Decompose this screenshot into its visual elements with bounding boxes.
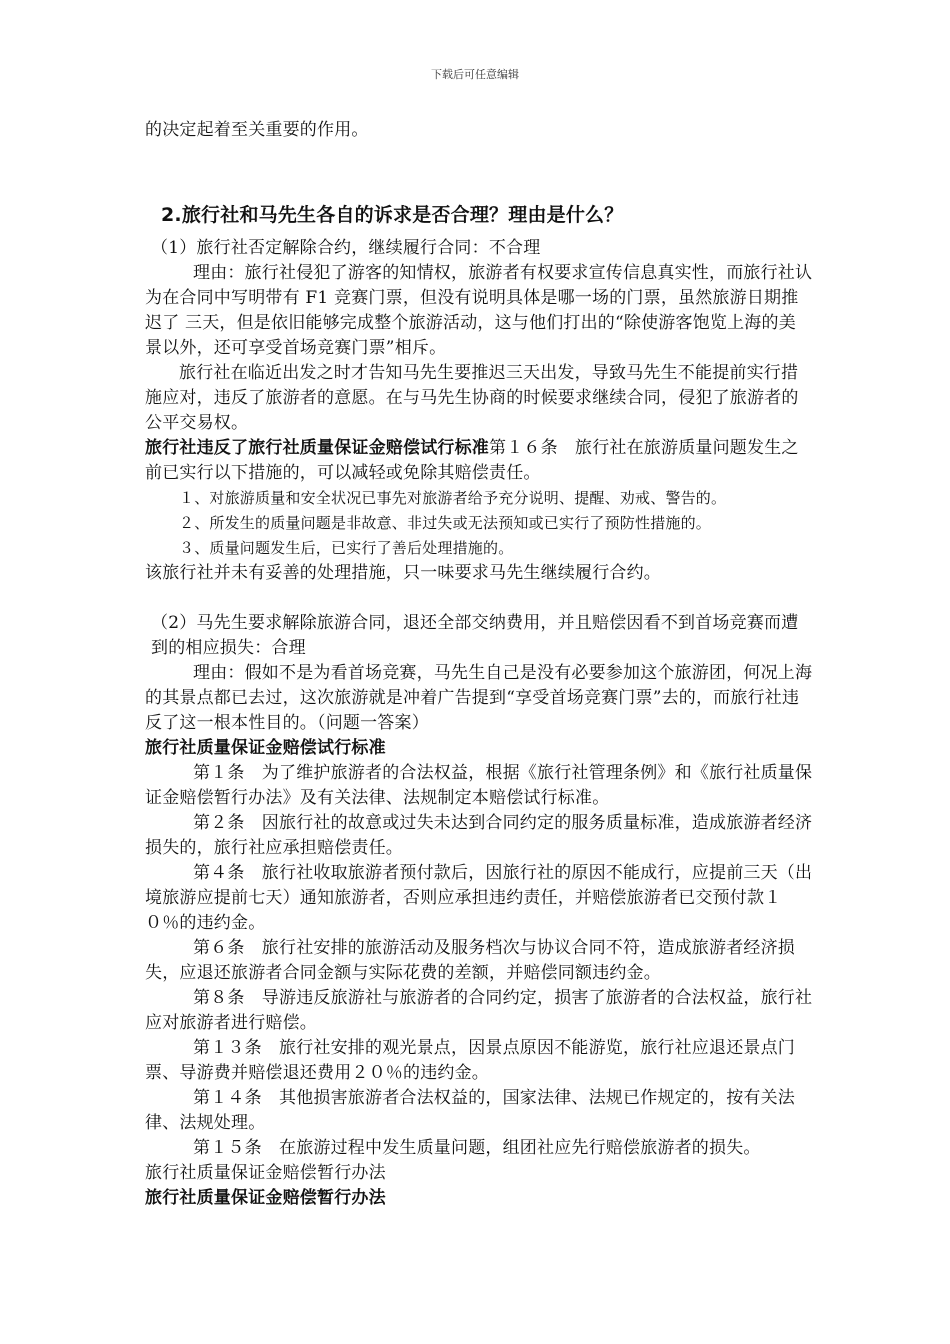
- interim-measures-title: 旅行社质量保证金赔偿暂行办法: [145, 1188, 386, 1208]
- article: 第１４条 其他损害旅游者合法权益的，国家法律、法规已作规定的，按有关法律、法规处理。: [145, 1088, 795, 1133]
- violation-text: 第１６条 旅行社在旅游质量问题发生之前已实行以下措施的，可以减轻或免除其赔偿责任。: [145, 438, 799, 483]
- part2-heading: （2）马先生要求解除旅游合同，退还全部交纳费用，并且赔偿因看不到首场竞赛而遭到的相应损失：合理: [151, 613, 799, 658]
- part1-violation: [145, 436, 813, 486]
- article: 第１条 为了维护旅游者的合法权益，根据《旅行社管理条例》和《旅行社质量保证金赔偿暂行办法》及有关法律、法规制定本赔偿试行标准。: [145, 763, 813, 808]
- document-body: [145, 118, 813, 1211]
- list-item: ３、质量问题发生后，已实行了善后处理措施的。: [179, 539, 514, 557]
- spacer: [145, 586, 813, 611]
- list-item: １、对旅游质量和安全状况已事先对旅游者给予充分说明、提醒、劝戒、警告的。: [179, 489, 727, 507]
- list-item: ２、所发生的质量问题是非故意、非过失或无法预知或已实行了预防性措施的。: [179, 514, 712, 532]
- violation-title: 旅行社违反了旅行社质量保证金赔偿试行标准: [145, 438, 489, 458]
- article: 第２条 因旅行社的故意或过失未达到合同约定的服务质量标准，造成旅游者经济损失的，旅行社应承担赔偿责任。: [145, 813, 813, 858]
- part1-paragraph: 旅行社在临近出发之时才告知马先生要推迟三天出发，导致马先生不能提前实行措施应对，违反了旅游者的意愿。在与马先生协商的时候要求继续合同，侵犯了旅游者的公平交易权。: [145, 363, 799, 433]
- page-header: 下载后可任意编辑: [431, 68, 519, 81]
- article: 第６条 旅行社安排的旅游活动及服务档次与协议合同不符，造成旅游者经济损失，应退还旅游者合同金额与实际花费的差额，并赔偿同额违约金。: [145, 938, 795, 983]
- article: 第１５条 在旅游过程中发生质量问题，组团社应先行赔偿旅游者的损失。: [193, 1138, 761, 1158]
- interim-measures-plain: 旅行社质量保证金赔偿暂行办法: [145, 1163, 386, 1183]
- intro-line: 的决定起着至关重要的作用。: [145, 120, 369, 140]
- part2-reason: 理由：假如不是为看首场竞赛，马先生自己是没有必要参加这个旅游团，何况上海的其景点都已去过，这次旅游就是冲着广告提到“享受首场竞赛门票”去的，而旅行社违反了这一根本性目的。（问题一答案）: [145, 663, 813, 733]
- article: 第１３条 旅行社安排的观光景点，因景点原因不能游览，旅行社应退还景点门票、导游费并赔偿退还费用２０％的违约金。: [145, 1038, 795, 1083]
- part1-heading: （1）旅行社否定解除合约，继续履行合同：不合理: [151, 238, 541, 258]
- article: 第４条 旅行社收取旅游者预付款后，因旅行社的原因不能成行，应提前三天（出境旅游应提前七天）通知旅游者，否则应承担违约责任，并赔偿旅游者已交预付款１０％的违约金。: [145, 863, 813, 933]
- question-title: 2.旅行社和马先生各自的诉求是否合理？理由是什么？: [161, 204, 624, 226]
- standard-title: 旅行社质量保证金赔偿试行标准: [145, 738, 386, 758]
- article: 第８条 导游违反旅游社与旅游者的合同约定，损害了旅游者的合法权益，旅行社应对旅游者进行赔偿。: [145, 988, 813, 1033]
- part1-reason: 理由：旅行社侵犯了游客的知情权，旅游者有权要求宣传信息真实性，而旅行社认为在合同中写明带有 F1 竞赛门票，但没有说明具体是哪一场的门票，虽然旅游日期推迟了 三天，但是依旧能够完成整个旅游活动，这与他们打出的“除使游客饱览上海的美景以外，还可享受首场竞赛门票”相斥。: [145, 263, 813, 358]
- part1-conclusion: 该旅行社并未有妥善的处理措施，只一味要求马先生继续履行合约。: [145, 563, 661, 583]
